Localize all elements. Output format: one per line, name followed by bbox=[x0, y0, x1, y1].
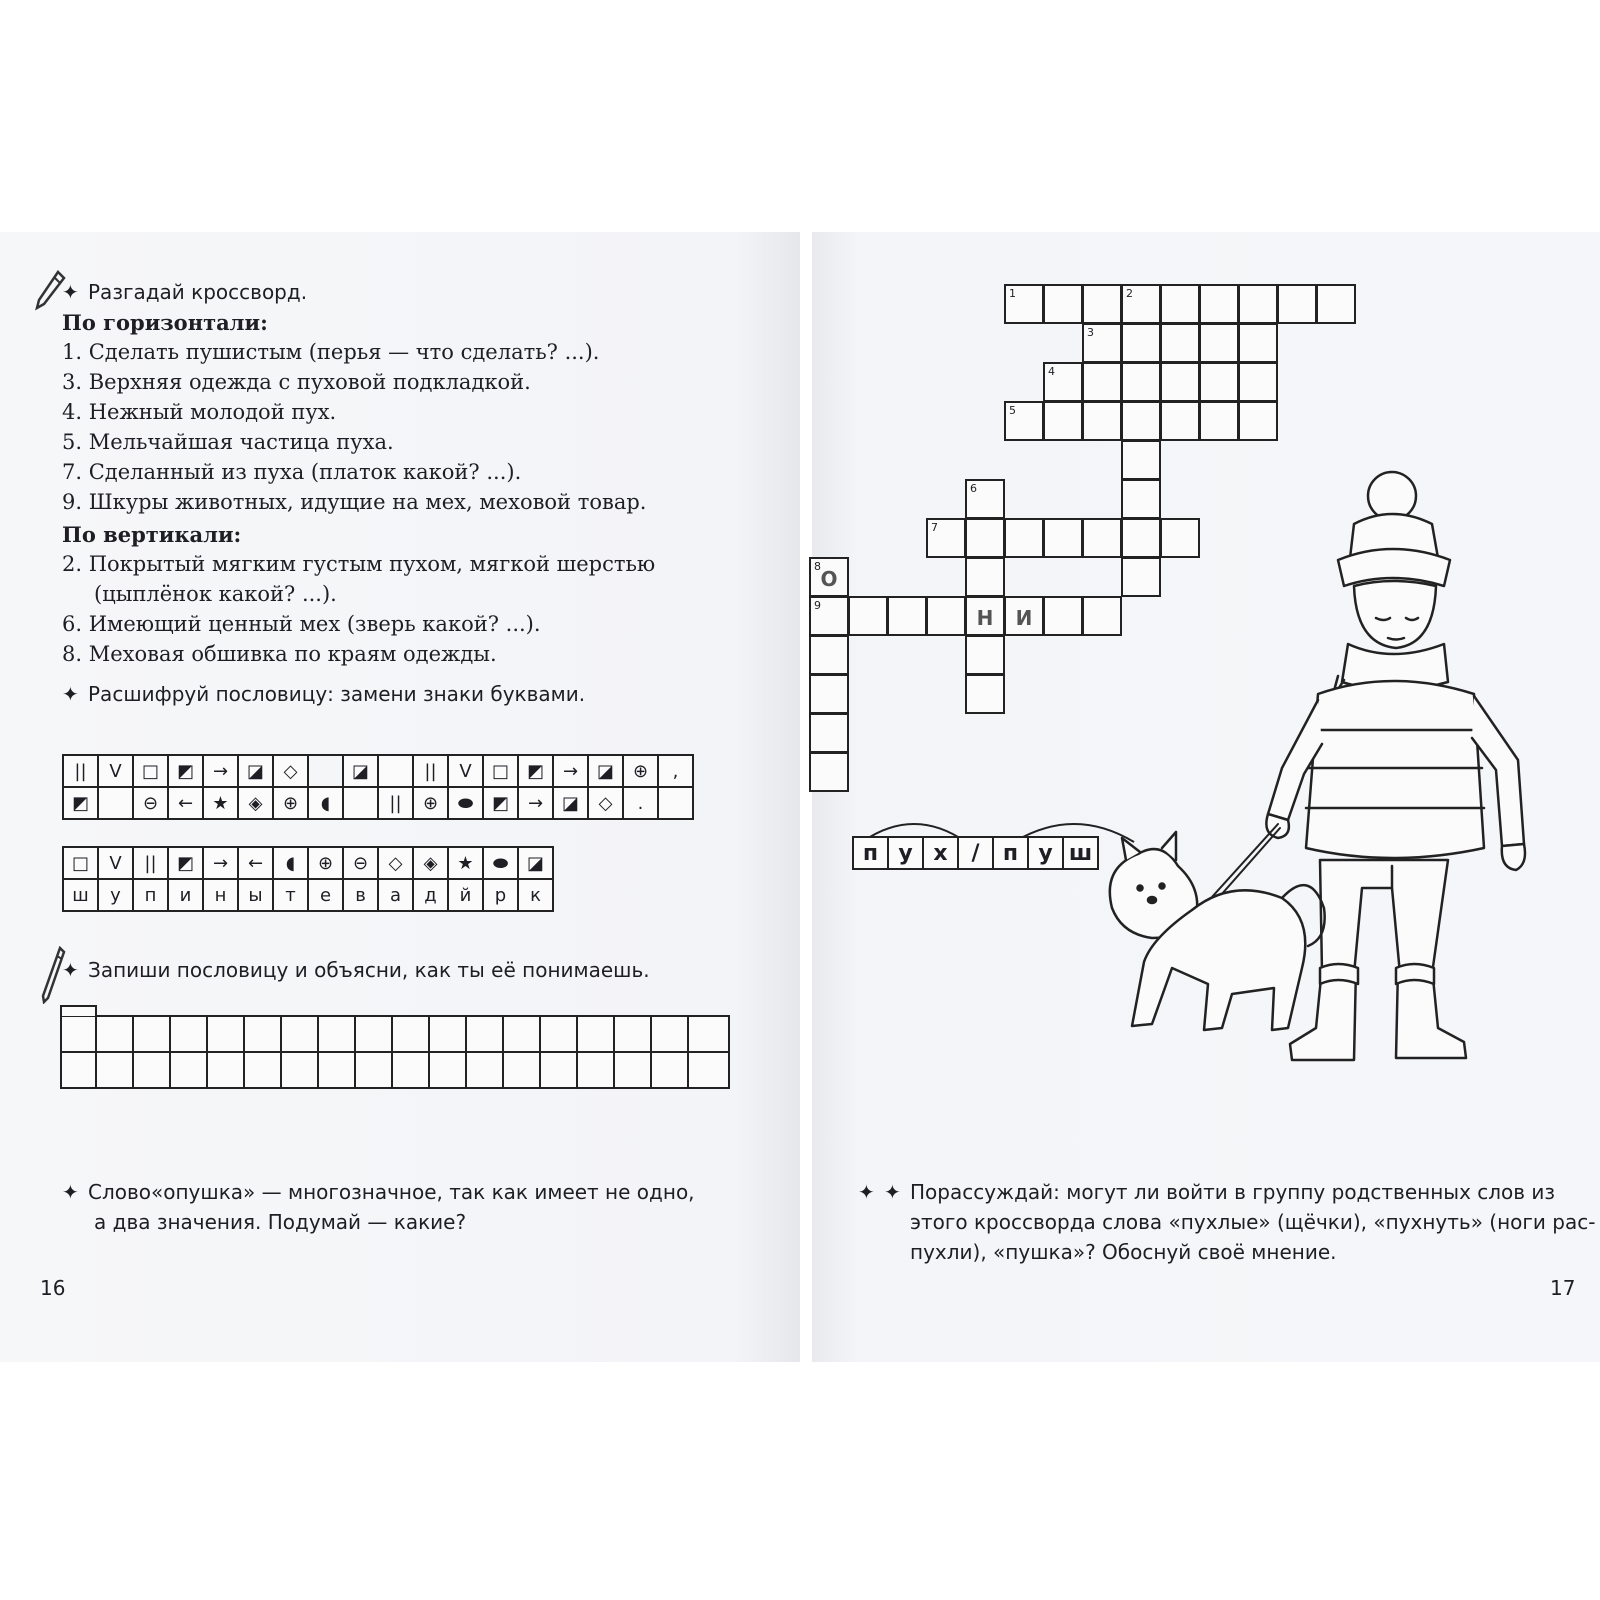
crossword-cell[interactable] bbox=[1316, 284, 1356, 324]
cipher-cell[interactable]: ◩ bbox=[63, 787, 98, 819]
crossword-cell[interactable] bbox=[1160, 362, 1200, 402]
cipher-cell[interactable]: || bbox=[413, 755, 448, 787]
crossword-cell[interactable] bbox=[1082, 362, 1122, 402]
crossword-number: 7 bbox=[931, 521, 938, 534]
star-icon: ✦ bbox=[62, 280, 79, 304]
crossword-cell[interactable] bbox=[1004, 284, 1044, 324]
star-icon: ✦ bbox=[884, 1180, 901, 1204]
star-icon: ✦ bbox=[858, 1180, 875, 1204]
cipher-cell[interactable]: ◇ bbox=[273, 755, 308, 787]
crossword-cell[interactable] bbox=[1199, 284, 1239, 324]
key-letter: к bbox=[518, 879, 553, 911]
key-symbol: ◇ bbox=[378, 847, 413, 879]
crossword-task: ✦ Разгадай кроссворд. bbox=[62, 280, 308, 304]
key-letter: у bbox=[98, 879, 133, 911]
root-letter: х bbox=[923, 837, 958, 869]
cipher-cell[interactable]: □ bbox=[133, 755, 168, 787]
crossword-cell[interactable] bbox=[809, 596, 849, 636]
crossword-cell[interactable] bbox=[1238, 401, 1278, 441]
key-symbol: ← bbox=[238, 847, 273, 879]
right-page bbox=[812, 232, 1600, 1362]
cipher-cell[interactable]: ◩ bbox=[518, 755, 553, 787]
key-symbol: V bbox=[98, 847, 133, 879]
cipher-cell[interactable]: □ bbox=[483, 755, 518, 787]
star-icon: ✦ bbox=[62, 958, 79, 982]
discuss-task: ✦ ✦ Порассуждай: могут ли войти в группу родственных слов из bbox=[858, 1180, 1556, 1204]
crossword-cell[interactable] bbox=[1043, 401, 1083, 441]
cipher-gap bbox=[308, 755, 343, 787]
crossword-cell[interactable] bbox=[1043, 596, 1083, 636]
cipher-cell[interactable] bbox=[378, 755, 413, 787]
decode-task: ✦ Расшифруй пословицу: замени знаки буквами. bbox=[62, 682, 586, 706]
crossword-number: 2 bbox=[1126, 287, 1133, 300]
crossword-number: 6 bbox=[970, 482, 977, 495]
clue-h4: 4. Нежный молодой пух. bbox=[62, 400, 337, 424]
answer-grid[interactable] bbox=[60, 1004, 732, 1094]
crossword-number: 9 bbox=[814, 599, 821, 612]
vertical-header: По вертикали: bbox=[62, 522, 242, 547]
crossword-cell[interactable] bbox=[1082, 401, 1122, 441]
key-letter: д bbox=[413, 879, 448, 911]
star-icon: ✦ bbox=[62, 682, 79, 706]
clue-h3: 3. Верхняя одежда с пуховой подкладкой. bbox=[62, 370, 531, 394]
crossword-cell[interactable] bbox=[1238, 284, 1278, 324]
star-icon: ✦ bbox=[62, 1180, 79, 1204]
girl-with-dog-illustration bbox=[1092, 468, 1552, 1092]
clue-h9: 9. Шкуры животных, идущие на мех, меховой товар. bbox=[62, 490, 647, 514]
crossword-cell[interactable] bbox=[965, 635, 1005, 675]
cipher-cell[interactable]: ◪ bbox=[588, 755, 623, 787]
cipher-key bbox=[62, 846, 554, 912]
cipher-cell[interactable] bbox=[98, 787, 133, 819]
crossword-cell[interactable] bbox=[1277, 284, 1317, 324]
write-task: ✦ Запиши пословицу и объясни, как ты её понимаешь. bbox=[62, 958, 650, 982]
crossword-number: 4 bbox=[1048, 365, 1055, 378]
cipher-cell[interactable]: V bbox=[448, 755, 483, 787]
crossword-letter: О bbox=[820, 567, 838, 591]
crossword-cell[interactable] bbox=[926, 518, 966, 558]
opushka-task: ✦ Слово«опушка» — многозначное, так как имеет не одно, bbox=[62, 1180, 695, 1204]
cipher-cell[interactable]: ◩ bbox=[483, 787, 518, 819]
crossword-cell[interactable] bbox=[1238, 323, 1278, 363]
root-word-boxes bbox=[852, 836, 1099, 870]
root-letter: п bbox=[853, 837, 888, 869]
clue-v8: 8. Меховая обшивка по краям одежды. bbox=[62, 642, 497, 666]
root-letter: п bbox=[993, 837, 1028, 869]
crossword-cell[interactable] bbox=[1043, 518, 1083, 558]
cipher-cell[interactable]: || bbox=[63, 755, 98, 787]
cipher-cell[interactable]: ◈ bbox=[238, 787, 273, 819]
key-symbol: || bbox=[133, 847, 168, 879]
crossword-cell[interactable] bbox=[1043, 362, 1083, 402]
cipher-cell[interactable]: ⊕ bbox=[413, 787, 448, 819]
clue-v6: 6. Имеющий ценный мех (зверь какой? ...). bbox=[62, 612, 541, 636]
crossword-cell[interactable] bbox=[1199, 323, 1239, 363]
crossword-cell[interactable] bbox=[1199, 401, 1239, 441]
crossword-cell[interactable] bbox=[965, 557, 1005, 597]
crossword-cell[interactable] bbox=[809, 752, 849, 792]
crossword-number: 3 bbox=[1087, 326, 1094, 339]
clue-h5: 5. Мельчайшая частица пуха. bbox=[62, 430, 394, 454]
clue-v2: 2. Покрытый мягким густым пухом, мягкой шерстью bbox=[62, 552, 656, 576]
horizontal-header: По горизонтали: bbox=[62, 310, 268, 335]
crossword-cell[interactable] bbox=[1199, 362, 1239, 402]
crossword-cell[interactable] bbox=[965, 479, 1005, 519]
cipher-cell[interactable]: ★ bbox=[203, 787, 238, 819]
key-symbol: ⬬ bbox=[483, 847, 518, 879]
crossword-number: 1 bbox=[1009, 287, 1016, 300]
crossword-cell[interactable] bbox=[1238, 362, 1278, 402]
cipher-cell[interactable]: ◪ bbox=[238, 755, 273, 787]
key-symbol: ◖ bbox=[273, 847, 308, 879]
crossword-cell[interactable] bbox=[1082, 284, 1122, 324]
crossword-cell[interactable] bbox=[1082, 323, 1122, 363]
crossword-cell[interactable] bbox=[1043, 284, 1083, 324]
crossword-cell[interactable] bbox=[1121, 284, 1161, 324]
key-letter: в bbox=[343, 879, 378, 911]
key-symbol: ★ bbox=[448, 847, 483, 879]
cipher-cell[interactable]: ◇ bbox=[588, 787, 623, 819]
key-letter: й bbox=[448, 879, 483, 911]
cipher-cell[interactable]: ◖ bbox=[308, 787, 343, 819]
crossword-cell[interactable] bbox=[809, 635, 849, 675]
crossword-number: 8 bbox=[814, 560, 821, 573]
key-symbol: ◩ bbox=[168, 847, 203, 879]
key-letter: е bbox=[308, 879, 343, 911]
crossword-cell[interactable] bbox=[1160, 323, 1200, 363]
page-number-right: 17 bbox=[1550, 1276, 1576, 1300]
key-symbol: ◪ bbox=[518, 847, 553, 879]
cipher-cell[interactable]: → bbox=[518, 787, 553, 819]
crossword-cell[interactable] bbox=[1121, 401, 1161, 441]
crossword-cell[interactable] bbox=[809, 713, 849, 753]
cipher-cell[interactable]: V bbox=[98, 755, 133, 787]
crossword-letter: Н bbox=[976, 606, 994, 630]
crossword-cell[interactable] bbox=[965, 518, 1005, 558]
opushka-task-cont: а два значения. Подумай — какие? bbox=[94, 1210, 467, 1234]
key-letter: ш bbox=[63, 879, 98, 911]
discuss-task-cont: этого кроссворда слова «пухлые» (щёчки), «пухнуть» (ноги рас- bbox=[910, 1210, 1596, 1234]
cipher-cell[interactable]: ◪ bbox=[553, 787, 588, 819]
root-letter: ш bbox=[1063, 837, 1098, 869]
key-letter: р bbox=[483, 879, 518, 911]
key-letter: н bbox=[203, 879, 238, 911]
left-page bbox=[0, 232, 800, 1362]
key-symbol: □ bbox=[63, 847, 98, 879]
crossword-cell[interactable] bbox=[1121, 323, 1161, 363]
cipher-cell[interactable]: . bbox=[623, 787, 658, 819]
crossword-cell[interactable] bbox=[848, 596, 888, 636]
root-letter: у bbox=[888, 837, 923, 869]
crossword-cell[interactable] bbox=[1004, 518, 1044, 558]
cipher-cell[interactable]: || bbox=[378, 787, 413, 819]
cipher-cell[interactable]: → bbox=[553, 755, 588, 787]
clue-h1: 1. Сделать пушистым (перья — что сделать? ...). bbox=[62, 340, 600, 364]
key-symbol: ◈ bbox=[413, 847, 448, 879]
crossword-cell[interactable] bbox=[1004, 401, 1044, 441]
crossword-cell[interactable] bbox=[1121, 362, 1161, 402]
crossword-cell[interactable] bbox=[1160, 401, 1200, 441]
crossword-cell[interactable] bbox=[965, 596, 1005, 636]
key-symbol: ⊕ bbox=[308, 847, 343, 879]
crossword-cell[interactable] bbox=[1004, 596, 1044, 636]
crossword-letter: И bbox=[1015, 606, 1033, 630]
cipher-cell[interactable]: ⬬ bbox=[448, 787, 483, 819]
clue-h7: 7. Сделанный из пуха (платок какой? ...). bbox=[62, 460, 522, 484]
cipher-cell[interactable]: ← bbox=[168, 787, 203, 819]
cipher-cell[interactable]: ⊕ bbox=[273, 787, 308, 819]
root-letter: у bbox=[1028, 837, 1063, 869]
crossword-cell[interactable] bbox=[809, 557, 849, 597]
key-letter: и bbox=[168, 879, 203, 911]
crossword-cell[interactable] bbox=[887, 596, 927, 636]
crossword-number: 5 bbox=[1009, 404, 1016, 417]
cipher-row-1a bbox=[62, 754, 694, 820]
cipher-cell[interactable]: ◪ bbox=[343, 755, 378, 787]
root-letter: / bbox=[958, 837, 993, 869]
key-letter: ы bbox=[238, 879, 273, 911]
page-number-left: 16 bbox=[40, 1276, 66, 1300]
key-letter: т bbox=[273, 879, 308, 911]
key-letter: п bbox=[133, 879, 168, 911]
cipher-cell[interactable]: → bbox=[203, 755, 238, 787]
key-symbol: ⊖ bbox=[343, 847, 378, 879]
crossword-cell[interactable] bbox=[1160, 284, 1200, 324]
discuss-task-cont2: пухли), «пушка»? Обоснуй своё мнение. bbox=[910, 1240, 1337, 1264]
crossword-cell[interactable] bbox=[809, 674, 849, 714]
clue-v2-cont: (цыплёнок какой? ...). bbox=[94, 582, 337, 606]
key-symbol: → bbox=[203, 847, 238, 879]
cipher-cell[interactable]: ⊕ bbox=[623, 755, 658, 787]
cipher-cell[interactable]: ⊖ bbox=[133, 787, 168, 819]
cipher-cell[interactable]: ◩ bbox=[168, 755, 203, 787]
cipher-cell[interactable]: , bbox=[658, 755, 693, 787]
key-letter: а bbox=[378, 879, 413, 911]
crossword-cell[interactable] bbox=[926, 596, 966, 636]
cipher-cell[interactable] bbox=[658, 787, 693, 819]
cipher-cell[interactable] bbox=[343, 787, 378, 819]
crossword-cell[interactable] bbox=[965, 674, 1005, 714]
